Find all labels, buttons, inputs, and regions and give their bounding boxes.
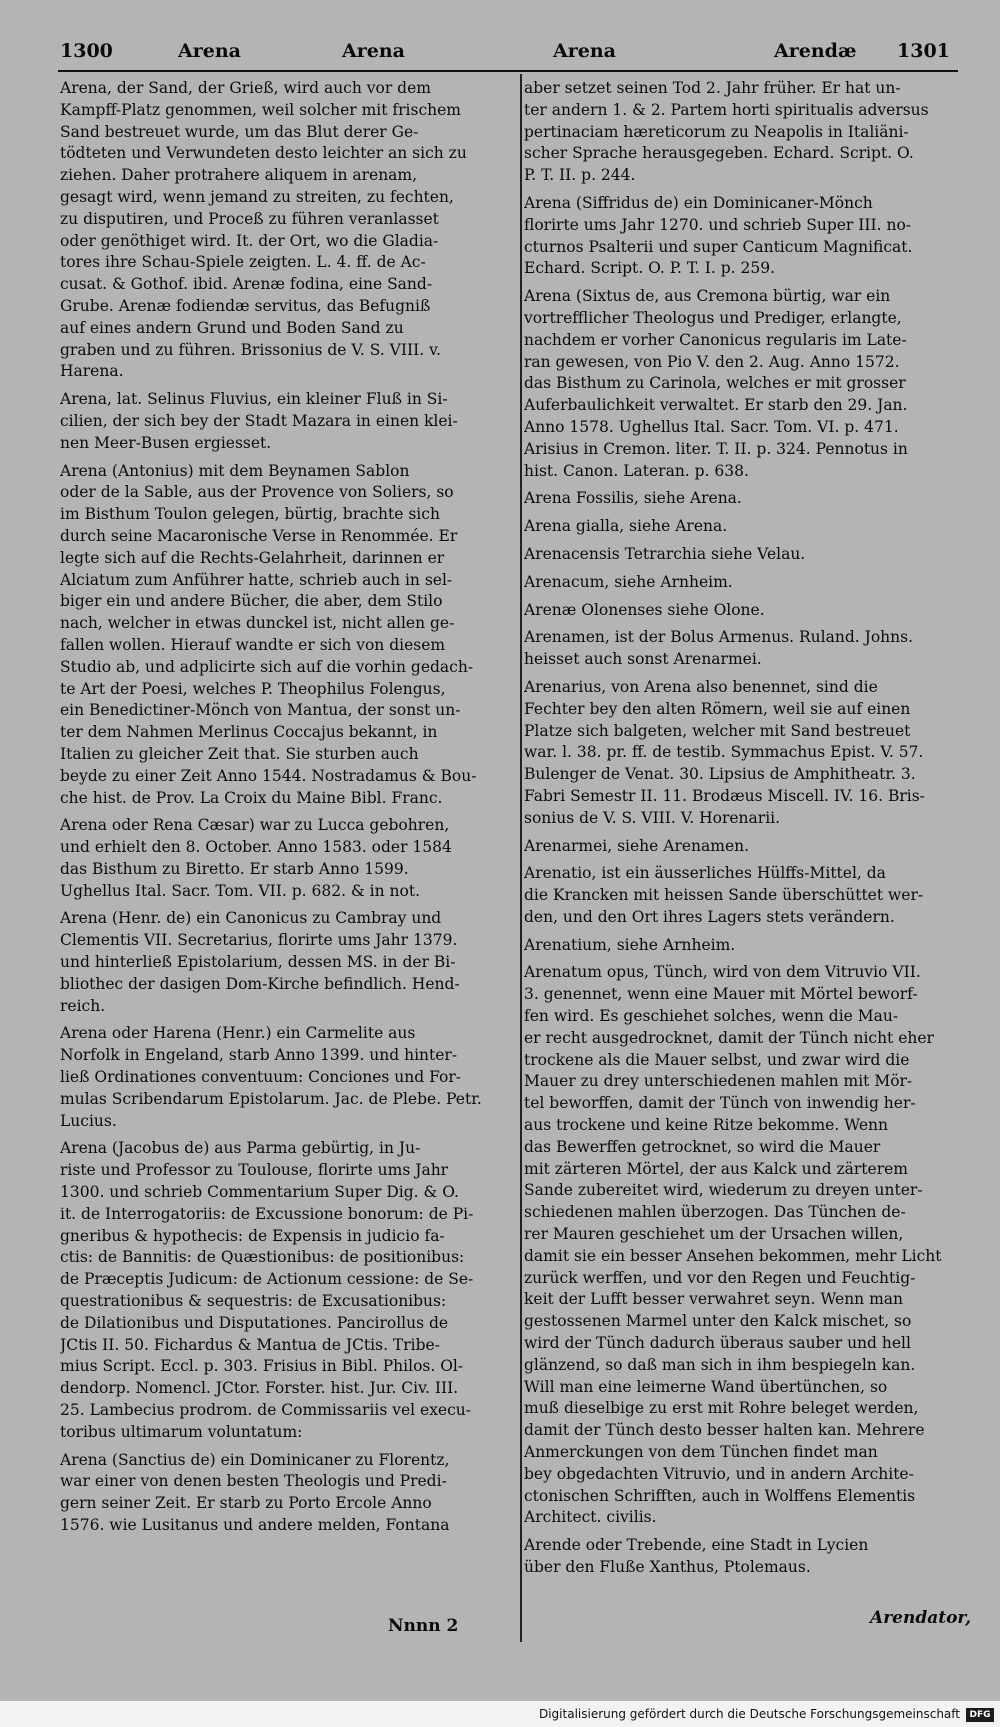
text-line: Arena gialla, siehe Arena. bbox=[524, 517, 728, 536]
text-line: hist. Canon. Lateran. p. 638. bbox=[524, 461, 749, 480]
digitization-footer bbox=[0, 1701, 1000, 1727]
text-line: muß dieselbige zu erst mit Rohre beleget werden, bbox=[524, 1399, 919, 1418]
text-line: Arenæ Olonenses siehe Olone. bbox=[524, 600, 765, 619]
text-line: heisset auch sonst Arenarmei. bbox=[524, 650, 762, 669]
dictionary-entry bbox=[524, 935, 958, 957]
dictionary-entry bbox=[524, 836, 958, 858]
text-line: gesagt wird, wenn jemand zu streiten, zu fechten, bbox=[60, 187, 454, 206]
text-line: ctis: de Bannitis: de Quæstionibus: de positionibus: bbox=[60, 1248, 465, 1267]
dictionary-entry bbox=[524, 488, 958, 510]
text-line: biger ein und andere Bücher, die aber, dem Stilo bbox=[60, 592, 443, 611]
text-line: Arena (Antonius) mit dem Beynamen Sablon bbox=[60, 461, 410, 480]
text-line: Arena (Sixtus de, aus Cremona bürtig, war ein bbox=[524, 287, 891, 306]
text-line: JCtis II. 50. Fichardus & Mantua de JCtis. Tribe- bbox=[60, 1335, 440, 1354]
dictionary-entry bbox=[524, 78, 958, 187]
text-line: Clementis VII. Secretarius, florirte ums Jahr 1379. bbox=[60, 931, 458, 950]
text-line: zurück werffen, und vor den Regen und Feuchtig- bbox=[524, 1268, 916, 1287]
text-line: Lucius. bbox=[60, 1111, 117, 1130]
text-line: Arena (Sanctius de) ein Dominicaner zu Florentz, bbox=[60, 1450, 450, 1469]
text-line: wird der Tünch dadurch überaus sauber und hell bbox=[524, 1334, 911, 1353]
text-line: Sande zubereitet wird, wiederum zu dreyen unter- bbox=[524, 1181, 923, 1200]
text-line: rer Mauren geschiehet um der Ursachen willen, bbox=[524, 1225, 904, 1244]
text-line: damit sie ein besser Ansehen bekommen, mehr Licht bbox=[524, 1246, 942, 1265]
text-line: Arena (Jacobus de) aus Parma gebürtig, in Ju- bbox=[60, 1139, 421, 1158]
text-line: tel beworffen, damit der Tünch von inwendig her- bbox=[524, 1094, 916, 1113]
text-line: scher Sprache herausgegeben. Echard. Script. O. bbox=[524, 144, 914, 163]
text-line: schiedenen mahlen überzogen. Das Tünchen de- bbox=[524, 1203, 906, 1222]
text-line: Ughellus Ital. Sacr. Tom. VII. p. 682. & in not. bbox=[60, 881, 421, 900]
text-line: it. de Interrogatoriis: de Excussione bonorum: de Pi- bbox=[60, 1204, 474, 1223]
text-line: te Art der Poesi, welches P. Theophilus Folengus, bbox=[60, 679, 446, 698]
text-line: oder genöthiget wird. It. der Ort, wo die Gladia- bbox=[60, 231, 439, 250]
dictionary-entry bbox=[524, 600, 958, 622]
text-line: 1576. wie Lusitanus und andere melden, Fontana bbox=[60, 1516, 450, 1534]
text-line: damit der Tünch desto besser halten kan. Mehrere bbox=[524, 1421, 925, 1440]
text-line: mulas Scribendarum Epistolarum. Jac. de Plebe. Petr. bbox=[60, 1089, 482, 1108]
text-line: cturnos Psalterii und super Canticum Magnificat. bbox=[524, 237, 913, 256]
text-line: Anno 1578. Ughellus Ital. Sacr. Tom. VI. p. 471. bbox=[524, 417, 899, 436]
dictionary-entry bbox=[524, 962, 958, 1529]
text-line: Bulenger de Venat. 30. Lipsius de Amphitheatr. 3. bbox=[524, 765, 916, 784]
text-line: gestossenen Marmel unter den Kalck mischet, so bbox=[524, 1312, 912, 1331]
text-line: Arenarmei, siehe Arenamen. bbox=[524, 836, 750, 855]
text-line: Alciatum zum Anführer hatte, schrieb auch in sel- bbox=[60, 570, 453, 589]
text-line: im Bisthum Toulon gelegen, bürtig, brachte sich bbox=[60, 505, 440, 524]
signature-mark: Nnnn 2 bbox=[388, 1616, 459, 1636]
text-line: Fechter bey den alten Römern, weil sie auf einen bbox=[524, 699, 911, 718]
dictionary-entry bbox=[524, 677, 958, 830]
text-line: Kampff-Platz genommen, weil solcher mit frischem bbox=[60, 100, 462, 119]
dictionary-entry bbox=[524, 286, 958, 482]
footer-credit: Digitalisierung gefördert durch die Deutsche Forschungsgemeinschaft bbox=[538, 1707, 960, 1721]
text-line: ein Benedictiner-Mönch von Mantua, der sonst un- bbox=[60, 701, 461, 720]
text-line: das Bewerffen getrocknet, so wird die Mauer bbox=[524, 1137, 881, 1156]
text-line: Arena, lat. Selinus Fluvius, ein kleiner Fluß in Si- bbox=[60, 390, 448, 409]
text-line: ter dem Nahmen Merlinus Coccajus bekannt, in bbox=[60, 723, 438, 742]
text-line: Italien zu gleicher Zeit that. Sie sturben auch bbox=[60, 744, 419, 763]
text-line: questrationibus & sequestris: de Excusationibus: bbox=[60, 1292, 447, 1311]
running-head-2: Arena bbox=[342, 40, 405, 62]
text-line: Grube. Arenæ fodiendæ servitus, das Befugniß bbox=[60, 296, 431, 315]
text-line: Arena (Siffridus de) ein Dominicaner-Mönch bbox=[524, 193, 873, 212]
text-line: 25. Lambecius prodrom. de Commissariis vel execu- bbox=[60, 1401, 472, 1420]
text-line: trockene als die Mauer selbst, und zwar wird die bbox=[524, 1050, 910, 1069]
dictionary-entry bbox=[60, 78, 512, 383]
text-line: che hist. de Prov. La Croix du Maine Bibl. Franc. bbox=[60, 788, 443, 807]
dictionary-entry bbox=[60, 1450, 512, 1537]
text-line: mius Script. Eccl. p. 303. Frisius in Bibl. Philos. Ol- bbox=[60, 1357, 464, 1376]
page-number-right: 1301 bbox=[897, 40, 950, 62]
text-line: 3. genennet, wenn eine Mauer mit Mörtel beworf- bbox=[524, 985, 918, 1004]
text-line: de Præceptis Judicum: de Actionum cessione: de Se- bbox=[60, 1270, 474, 1289]
text-line: P. T. II. p. 244. bbox=[524, 166, 636, 185]
text-line: tödteten und Verwundeten desto leichter an sich zu bbox=[60, 144, 467, 163]
dictionary-entry bbox=[524, 863, 958, 928]
text-line: nen Meer-Busen ergiesset. bbox=[60, 433, 272, 452]
text-line: Studio ab, und adplicirte sich auf die vorhin gedach- bbox=[60, 657, 474, 676]
dictionary-entry bbox=[524, 544, 958, 566]
text-line: Arena oder Rena Cæsar) war zu Lucca gebohren, bbox=[60, 816, 450, 835]
text-line: Auferbaulichkeit verwaltet. Er starb den 29. Jan. bbox=[524, 396, 908, 415]
dictionary-entry bbox=[60, 1023, 512, 1132]
text-line: und erhielt den 8. October. Anno 1583. oder 1584 bbox=[60, 838, 452, 857]
text-line: riste und Professor zu Toulouse, florirte ums Jahr bbox=[60, 1161, 449, 1180]
text-line: Arenamen, ist der Bolus Armenus. Ruland. Johns. bbox=[524, 628, 913, 647]
text-line: pertinaciam hæreticorum zu Neapolis in Italiäni- bbox=[524, 122, 909, 141]
text-line: gern seiner Zeit. Er starb zu Porto Ercole Anno bbox=[60, 1494, 432, 1513]
dictionary-entry bbox=[60, 1138, 512, 1443]
running-head-3: Arena bbox=[553, 40, 616, 62]
dictionary-entry bbox=[524, 1535, 958, 1579]
text-line: nach, welcher in etwas dunckel ist, nicht allen ge- bbox=[60, 614, 455, 633]
text-line: mit zärteren Mörtel, der aus Kalck und zärterem bbox=[524, 1159, 908, 1178]
text-line: Fabri Semestr II. 11. Brodæus Miscell. IV. 16. Bris- bbox=[524, 786, 925, 805]
dictionary-entry bbox=[60, 815, 512, 902]
catchword: Arendator, bbox=[870, 1608, 972, 1628]
text-line: Platze sich balgeten, welcher mit Sand bestreuet bbox=[524, 721, 911, 740]
text-line: zu disputiren, und Proceß zu führen veranlasset bbox=[60, 209, 439, 228]
text-line: florirte ums Jahr 1270. und schrieb Super III. no- bbox=[524, 215, 912, 234]
text-line: 1300. und schrieb Commentarium Super Dig. & O. bbox=[60, 1183, 459, 1202]
text-line: ter andern 1. & 2. Partem horti spiritualis adversus bbox=[524, 100, 929, 119]
text-line: toribus ultimarum voluntatum: bbox=[60, 1422, 303, 1441]
text-line: Arena Fossilis, siehe Arena. bbox=[524, 489, 742, 508]
text-line: ziehen. Daher protrahere aliquem in arenam, bbox=[60, 166, 418, 185]
text-line: ließ Ordinationes conventuum: Conciones und For- bbox=[60, 1068, 461, 1087]
text-line: bliothec der dasigen Dom-Kirche befindlich. Hend- bbox=[60, 974, 460, 993]
text-line: aber setzet seinen Tod 2. Jahr früher. Er hat un- bbox=[524, 79, 901, 97]
text-line: gneribus & hypothecis: de Expensis in judicio fa- bbox=[60, 1226, 445, 1245]
text-line: Mauer zu drey unterschiedenen mahlen mit Mör- bbox=[524, 1072, 913, 1091]
text-line: de Dilationibus und Disputationes. Pancirollus de bbox=[60, 1313, 449, 1332]
text-line: dendorp. Nomencl. JCtor. Forster. hist. Jur. Civ. III. bbox=[60, 1379, 459, 1398]
text-line: auf eines andern Grund und Boden Sand zu bbox=[60, 318, 404, 337]
left-column bbox=[60, 78, 512, 1543]
dictionary-entry bbox=[60, 389, 512, 454]
text-line: Arena, der Sand, der Grieß, wird auch vor dem bbox=[60, 79, 431, 97]
text-line: Architect. civilis. bbox=[524, 1508, 657, 1527]
text-line: keit der Lufft besser verwahret seyn. Wenn man bbox=[524, 1290, 904, 1309]
header-rule bbox=[58, 70, 958, 72]
text-line: Harena. bbox=[60, 362, 124, 381]
text-line: ctonischen Schrifften, auch in Wolffens Elementis bbox=[524, 1486, 916, 1505]
running-head-1: Arena bbox=[178, 40, 241, 62]
text-line: Arisius in Cremon. liter. T. II. p. 324. Pennotus in bbox=[524, 439, 908, 458]
text-line: Arena (Henr. de) ein Canonicus zu Cambray und bbox=[60, 909, 442, 928]
dfg-logo: DFG bbox=[966, 1708, 994, 1722]
text-line: war einer von denen besten Theologis und Predi- bbox=[60, 1472, 447, 1491]
text-line: Arena oder Harena (Henr.) ein Carmelite aus bbox=[60, 1024, 416, 1043]
text-line: ran gewesen, von Pio V. den 2. Aug. Anno 1572. bbox=[524, 352, 900, 371]
running-head-4: Arendæ bbox=[774, 40, 857, 62]
text-line: Echard. Script. O. P. T. I. p. 259. bbox=[524, 259, 776, 278]
text-line: Anmerckungen von dem Tünchen findet man bbox=[524, 1443, 878, 1462]
text-line: und hinterließ Epistolarium, dessen MS. in der Bi- bbox=[60, 953, 456, 972]
text-line: cusat. & Gothof. ibid. Arenæ fodina, eine Sand- bbox=[60, 275, 433, 294]
dictionary-entry bbox=[60, 461, 512, 810]
text-line: fen wird. Es geschiehet solches, wenn die Mau- bbox=[524, 1007, 899, 1026]
text-line: vortrefflicher Theologus und Prediger, erlangte, bbox=[524, 308, 902, 327]
dictionary-entry bbox=[524, 627, 958, 671]
text-line: die Krancken mit heissen Sande überschüttet wer- bbox=[524, 886, 924, 905]
text-line: beyde zu einer Zeit Anno 1544. Nostradamus & Bou- bbox=[60, 766, 477, 785]
text-line: bey obgedachten Vitruvio, und in andern Archite- bbox=[524, 1464, 914, 1483]
text-line: Arende oder Trebende, eine Stadt in Lycien bbox=[524, 1536, 869, 1555]
text-line: war. l. 38. pr. ff. de testib. Symmachus Epist. V. 57. bbox=[524, 743, 924, 762]
dictionary-entry bbox=[524, 193, 958, 280]
text-line: das Bisthum zu Biretto. Er starb Anno 1599. bbox=[60, 859, 409, 878]
text-line: Arenacum, siehe Arnheim. bbox=[524, 572, 733, 591]
text-line: Arenatio, ist ein äusserliches Hülffs-Mittel, da bbox=[524, 864, 886, 883]
text-line: das Bisthum zu Carinola, welches er mit grosser bbox=[524, 374, 906, 393]
dictionary-entry bbox=[60, 908, 512, 1017]
text-line: durch seine Macaronische Verse in Renommée. Er bbox=[60, 526, 458, 545]
text-line: Arenatum opus, Tünch, wird von dem Vitruvio VII. bbox=[524, 963, 921, 982]
page-number-left: 1300 bbox=[60, 40, 113, 62]
dictionary-entry bbox=[524, 516, 958, 538]
right-column bbox=[524, 78, 958, 1585]
text-line: sonius de V. S. VIII. V. Horenarii. bbox=[524, 808, 781, 827]
text-line: oder de la Sable, aus der Provence von Soliers, so bbox=[60, 483, 454, 502]
text-line: graben und zu führen. Brissonius de V. S. VIII. v. bbox=[60, 340, 441, 359]
text-line: Arenatium, siehe Arnheim. bbox=[524, 935, 736, 954]
column-divider bbox=[520, 74, 522, 1642]
text-line: nachdem er vorher Canonicus regularis im Late- bbox=[524, 330, 907, 349]
text-line: reich. bbox=[60, 996, 106, 1015]
text-line: er recht ausgedrocknet, damit der Tünch nicht eher bbox=[524, 1028, 934, 1047]
text-line: fallen wollen. Hierauf wandte er sich von diesem bbox=[60, 635, 446, 654]
text-line: Sand bestreuet wurde, um das Blut derer Ge- bbox=[60, 122, 419, 141]
text-line: glänzend, so daß man sich in ihm bespiegeln kan. bbox=[524, 1355, 916, 1374]
text-line: den, und den Ort ihres Lagers stets verändern. bbox=[524, 907, 895, 926]
text-line: Will man eine leimerne Wand übertünchen, so bbox=[524, 1377, 888, 1396]
text-line: Arenarius, von Arena also benennet, sind die bbox=[524, 677, 878, 696]
dictionary-entry bbox=[524, 572, 958, 594]
text-line: tores ihre Schau-Spiele zeigten. L. 4. ff. de Ac- bbox=[60, 253, 426, 272]
text-line: legte sich auf die Rechts-Gelahrheit, darinnen er bbox=[60, 548, 445, 567]
text-line: aus trockene und keine Ritze bekomme. Wenn bbox=[524, 1116, 888, 1135]
text-line: Norfolk in Engeland, starb Anno 1399. und hinter- bbox=[60, 1046, 458, 1065]
text-line: über den Fluße Xanthus, Ptolemaus. bbox=[524, 1558, 811, 1576]
text-line: Arenacensis Tetrarchia siehe Velau. bbox=[524, 544, 806, 563]
text-line: cilien, der sich bey der Stadt Mazara in einen klei- bbox=[60, 411, 458, 430]
